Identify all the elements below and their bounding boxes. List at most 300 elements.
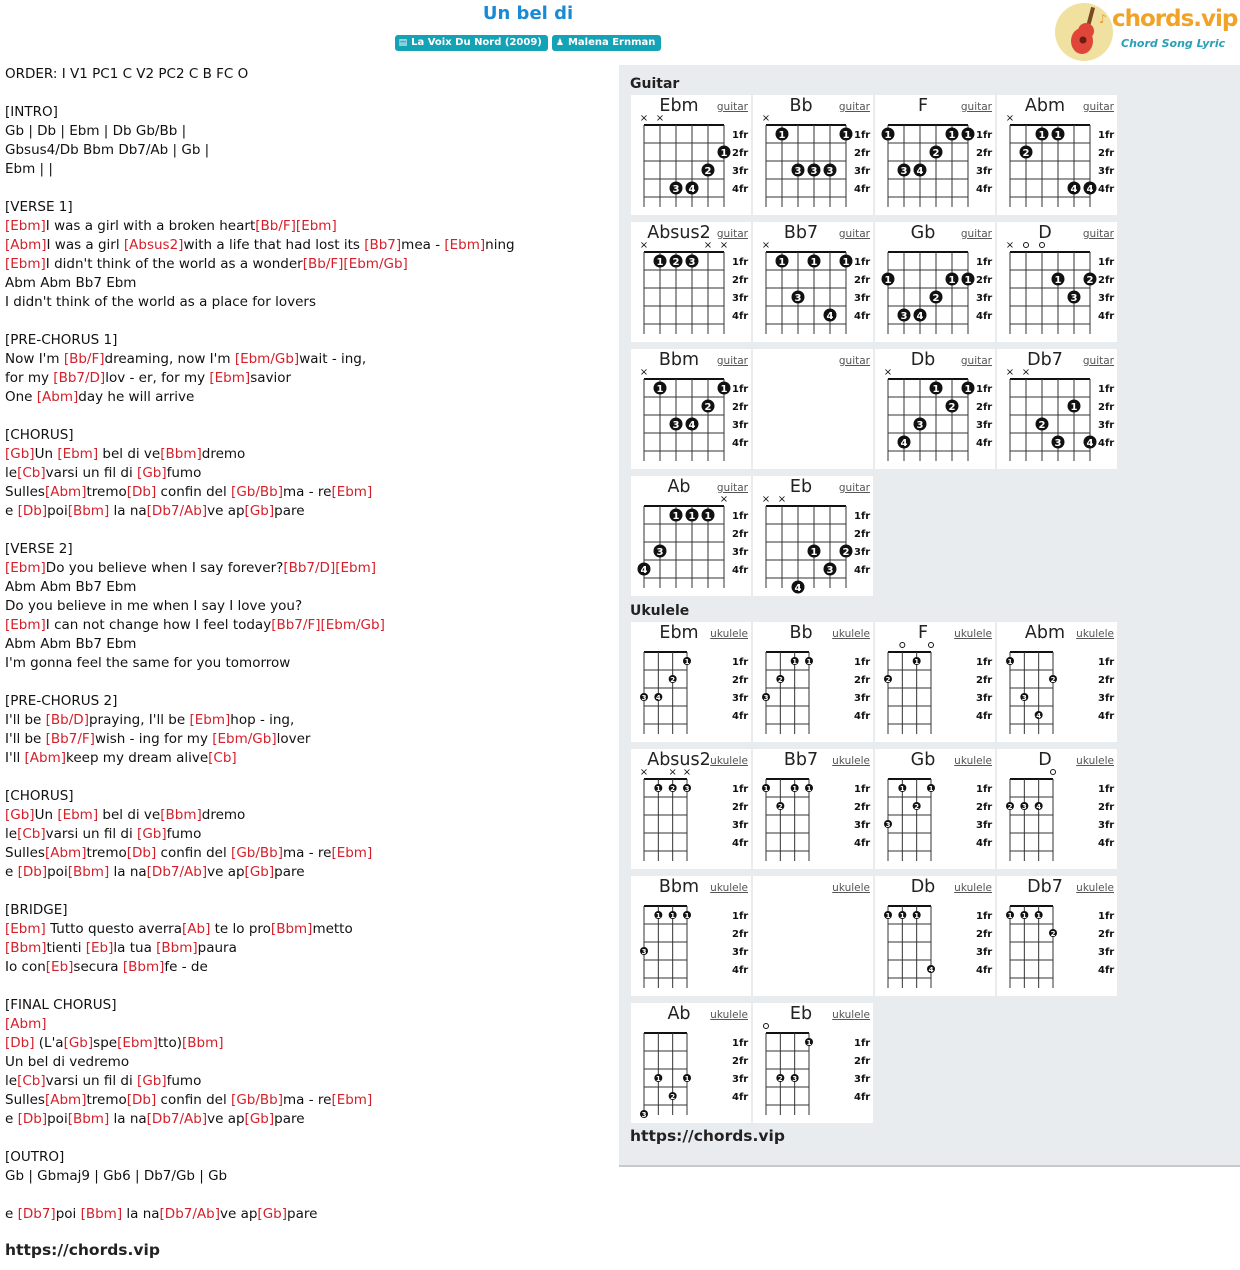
- instrument-link[interactable]: guitar: [838, 355, 870, 367]
- chord-link[interactable]: [Ebm]: [331, 484, 373, 500]
- fret-label: 3fr: [976, 420, 993, 431]
- instrument-link[interactable]: guitar: [716, 228, 748, 240]
- finger-dot: [640, 947, 648, 956]
- chord-link[interactable]: [Gb/Bb]: [231, 484, 283, 500]
- instrument-link[interactable]: ukulele: [1076, 755, 1114, 767]
- chord-diagram: [631, 476, 751, 596]
- chord-link[interactable]: [Bb7]: [364, 237, 402, 253]
- chord-link[interactable]: [Ebm]: [5, 218, 46, 234]
- chord-card[interactable]: [997, 876, 1117, 996]
- lyric-line: Gbsus4/Db Bbm Db7/Ab | Gb |: [5, 142, 210, 158]
- finger-dot: [1052, 436, 1065, 450]
- instrument-link[interactable]: guitar: [1082, 228, 1114, 240]
- svg-text:1: 1: [964, 384, 972, 395]
- finger-dot: [670, 255, 683, 269]
- finger-dot: [1020, 911, 1028, 920]
- chord-link[interactable]: [Bb/F]: [255, 218, 296, 234]
- svg-text:1: 1: [1054, 275, 1062, 286]
- chord-card[interactable]: [997, 749, 1117, 869]
- chord-link[interactable]: [Eb]: [45, 959, 74, 975]
- instrument-link[interactable]: guitar: [838, 228, 870, 240]
- finger-dot: [1035, 911, 1043, 920]
- chord-link[interactable]: [Bb7/D]: [53, 370, 106, 386]
- chord-link[interactable]: [Ebm]: [331, 845, 373, 861]
- instrument-link[interactable]: ukulele: [710, 882, 748, 894]
- chord-diagram: [631, 876, 751, 996]
- chord-link[interactable]: [Gb]: [244, 1111, 275, 1127]
- chord-diagram: [753, 95, 873, 215]
- fret-spacer: [888, 451, 968, 459]
- album-badge[interactable]: [395, 35, 548, 51]
- muted-string-mark: ×: [639, 767, 649, 778]
- svg-text:1: 1: [1007, 657, 1013, 666]
- fret-label: 2fr: [1098, 402, 1115, 413]
- finger-dot: [884, 911, 892, 920]
- nut-line: [766, 1032, 809, 1034]
- chord-link[interactable]: [Ebm]: [209, 370, 251, 386]
- chord-diagram: [875, 876, 995, 996]
- finger-dot: [914, 309, 927, 323]
- finger-dot: [670, 509, 683, 523]
- fret-label: 2fr: [976, 675, 993, 686]
- chord-link[interactable]: [Gb]: [137, 826, 167, 842]
- svg-text:3: 3: [900, 311, 908, 322]
- chord-link[interactable]: [Gb]: [244, 503, 275, 519]
- instrument-link[interactable]: guitar: [838, 482, 870, 494]
- svg-text:3: 3: [1021, 693, 1027, 702]
- chord-link[interactable]: [Bb7/F]: [45, 731, 95, 747]
- svg-text:3: 3: [641, 1110, 647, 1119]
- finger-dot: [898, 911, 906, 920]
- fret-label: 2fr: [1098, 675, 1115, 686]
- finger-dot: [702, 509, 715, 523]
- instrument-link[interactable]: guitar: [838, 101, 870, 113]
- chord-card[interactable]: [875, 222, 995, 342]
- fret-label: 2fr: [1098, 148, 1115, 159]
- chord-card[interactable]: [875, 622, 995, 742]
- instrument-link[interactable]: ukulele: [710, 755, 748, 767]
- svg-text:1: 1: [1054, 130, 1062, 141]
- chord-card[interactable]: [875, 349, 995, 469]
- chord-link[interactable]: [Gb/Bb]: [231, 1092, 283, 1108]
- svg-text:1: 1: [684, 1074, 690, 1083]
- chord-diagram: [997, 222, 1117, 342]
- finger-dot: [683, 1074, 691, 1083]
- chord-link[interactable]: [Gb]: [63, 1035, 94, 1051]
- finger-dot: [805, 1038, 813, 1047]
- svg-text:1: 1: [884, 275, 892, 286]
- svg-text:2: 2: [948, 402, 956, 413]
- chord-card[interactable]: [997, 222, 1117, 342]
- chord-link[interactable]: [Cb]: [17, 826, 46, 842]
- chord-link[interactable]: [Bb/F]: [63, 351, 105, 367]
- instrument-link[interactable]: ukulele: [954, 755, 992, 767]
- lyric-line: I didn't think of the world as a place for lovers: [5, 294, 317, 310]
- site-logo[interactable]: [1055, 3, 1238, 63]
- finger-dot: [840, 545, 853, 559]
- instrument-link[interactable]: guitar: [716, 355, 748, 367]
- instrument-link[interactable]: ukulele: [832, 755, 870, 767]
- instrument-link[interactable]: guitar: [716, 101, 748, 113]
- chord-link[interactable]: [Bbm]: [160, 446, 202, 462]
- instrument-link[interactable]: guitar: [960, 228, 992, 240]
- chord-name: Db7: [1027, 350, 1063, 370]
- chord-link[interactable]: [Ebm]: [57, 446, 99, 462]
- fret-label: 3fr: [732, 420, 749, 431]
- chord-diagram: [753, 476, 873, 596]
- svg-text:2: 2: [842, 547, 850, 558]
- chord-link[interactable]: [Gb]: [137, 465, 167, 481]
- svg-text:2: 2: [1050, 675, 1056, 684]
- chord-card[interactable]: [753, 222, 873, 342]
- instrument-link[interactable]: ukulele: [710, 628, 748, 640]
- chord-link[interactable]: [Bbm]: [122, 959, 165, 975]
- chord-link[interactable]: [Ebm]: [57, 807, 99, 823]
- svg-text:4: 4: [916, 166, 924, 177]
- nut-line: [888, 778, 931, 780]
- chord-card[interactable]: [753, 95, 873, 215]
- chord-link[interactable]: [Db7/Ab]: [159, 1206, 220, 1222]
- finger-dot: [762, 784, 770, 793]
- finger-dot: [792, 291, 805, 305]
- svg-text:1: 1: [656, 384, 664, 395]
- chord-card[interactable]: [631, 95, 751, 215]
- muted-string-mark: ×: [883, 367, 893, 378]
- finger-dot: [930, 382, 943, 396]
- fret-spacer: [888, 851, 931, 859]
- instrument-link[interactable]: ukulele: [954, 882, 992, 894]
- chord-link[interactable]: [Bbm]: [80, 1206, 123, 1222]
- chord-card[interactable]: [631, 622, 751, 742]
- chord-link[interactable]: [Db7]: [17, 1206, 56, 1222]
- chord-name: Bb7: [783, 223, 819, 243]
- fret-spacer: [888, 324, 968, 332]
- chord-link[interactable]: [Bb7/D]: [283, 560, 336, 576]
- fret-spacer: [766, 578, 846, 586]
- svg-text:1: 1: [778, 257, 786, 268]
- svg-text:1: 1: [884, 130, 892, 141]
- chord-card[interactable]: [997, 622, 1117, 742]
- muted-string-mark: ×: [761, 113, 771, 124]
- nut-line: [644, 124, 724, 126]
- lyric-line: [5, 768, 610, 787]
- chord-link[interactable]: [Abm]: [44, 484, 87, 500]
- finger-dot: [884, 820, 892, 829]
- chord-link[interactable]: [Gb]: [5, 446, 35, 462]
- chord-link[interactable]: [Db]: [17, 864, 48, 880]
- lyric-line: Do you believe in me when I say I love you?: [5, 598, 303, 614]
- fret-label: 3fr: [854, 293, 871, 304]
- nut-line: [888, 124, 968, 126]
- instrument-link[interactable]: guitar: [1082, 355, 1114, 367]
- lyric-line: le[Cb]varsi un fil di [Gb]fumo: [5, 465, 202, 481]
- chord-card[interactable]: [631, 1003, 751, 1123]
- fret-label: 1fr: [854, 257, 871, 268]
- chord-diagram: [631, 622, 751, 742]
- chord-card[interactable]: [631, 749, 751, 869]
- chord-card[interactable]: [631, 222, 751, 342]
- chord-link[interactable]: [Bb7/F]: [271, 617, 321, 633]
- svg-text:3: 3: [1054, 438, 1062, 449]
- chord-card[interactable]: [997, 95, 1117, 215]
- chord-link[interactable]: [Ebm]: [5, 560, 46, 576]
- chord-link[interactable]: [Bbm]: [67, 864, 110, 880]
- chord-link[interactable]: [Ebm/Gb]: [320, 617, 385, 633]
- finger-dot: [776, 675, 784, 684]
- fret-label: 4fr: [976, 711, 993, 722]
- chord-link[interactable]: [Db]: [126, 845, 157, 861]
- instrument-link[interactable]: ukulele: [1076, 628, 1114, 640]
- chord-link[interactable]: [Ebm]: [331, 1092, 373, 1108]
- finger-dot: [702, 400, 715, 414]
- svg-text:1: 1: [792, 784, 798, 793]
- svg-text:1: 1: [928, 784, 934, 793]
- fret-spacer: [1010, 197, 1090, 205]
- chord-link[interactable]: [Eb]: [85, 940, 114, 956]
- chord-link[interactable]: [Db7/Ab]: [146, 1111, 208, 1127]
- muted-string-mark: ×: [761, 240, 771, 251]
- chord-link[interactable]: [Ebm]: [117, 1035, 158, 1051]
- instrument-link[interactable]: guitar: [716, 482, 748, 494]
- fret-label: 4fr: [732, 565, 749, 576]
- lyric-line: [5, 1186, 610, 1205]
- chord-link[interactable]: [Ebm/Gb]: [343, 256, 408, 272]
- finger-dot: [1035, 711, 1043, 720]
- fret-spacer: [1010, 978, 1053, 986]
- instrument-link[interactable]: ukulele: [832, 1009, 870, 1021]
- chord-name: Ab: [667, 1004, 691, 1024]
- chord-link[interactable]: [Ebm]: [5, 921, 46, 937]
- fret-label: 2fr: [732, 802, 749, 813]
- svg-text:1: 1: [964, 130, 972, 141]
- svg-text:1: 1: [1036, 911, 1042, 920]
- chord-link[interactable]: [Abm]: [24, 750, 66, 766]
- chord-link[interactable]: [Bb/F]: [302, 256, 344, 272]
- finger-dot: [1052, 273, 1065, 287]
- finger-dot: [1020, 802, 1028, 811]
- svg-text:1: 1: [885, 911, 891, 920]
- chord-card[interactable]: [631, 349, 751, 469]
- fret-label: 2fr: [854, 275, 871, 286]
- chord-link[interactable]: [Cb]: [208, 750, 237, 766]
- chord-link[interactable]: [Bbm]: [67, 1111, 110, 1127]
- finger-dot: [686, 418, 699, 432]
- chord-link[interactable]: [Abm]: [36, 389, 79, 405]
- nut-line: [644, 905, 687, 907]
- chord-diagram: [875, 349, 995, 469]
- instrument-link[interactable]: ukulele: [954, 628, 992, 640]
- chord-card[interactable]: [631, 476, 751, 596]
- muted-string-mark: ×: [639, 113, 649, 124]
- chord-link[interactable]: [Ebm]: [444, 237, 486, 253]
- chord-link[interactable]: [Db]: [5, 1035, 35, 1051]
- fret-spacer: [766, 851, 809, 859]
- lyric-line: for my [Bb7/D]lov - er, for my [Ebm]savior: [5, 370, 292, 386]
- finger-dot: [898, 784, 906, 793]
- site-url-footer[interactable]: https://chords.vip: [5, 1241, 160, 1259]
- finger-dot: [1052, 128, 1065, 142]
- chord-card[interactable]: [753, 349, 873, 469]
- svg-text:1: 1: [688, 511, 696, 522]
- fret-label: 2fr: [732, 929, 749, 940]
- chord-link[interactable]: [Bbm]: [67, 503, 110, 519]
- fret-label: 2fr: [732, 148, 749, 159]
- svg-text:4: 4: [688, 420, 696, 431]
- chord-link[interactable]: [Abm]: [5, 1016, 47, 1032]
- lyric-line: I'll be [Bb7/F]wish - ing for my [Ebm/Gb]lover: [5, 731, 311, 747]
- chord-link[interactable]: [Db]: [126, 1092, 157, 1108]
- fret-label: 2fr: [1098, 275, 1115, 286]
- finger-dot: [776, 802, 784, 811]
- fret-label: 3fr: [854, 1074, 871, 1085]
- chord-link[interactable]: [Absus2]: [123, 237, 184, 253]
- svg-text:2: 2: [914, 802, 920, 811]
- svg-text:3: 3: [763, 693, 769, 702]
- chord-link[interactable]: [Bbm]: [182, 1035, 224, 1051]
- chord-card[interactable]: [753, 622, 873, 742]
- chord-link[interactable]: [Gb]: [244, 864, 275, 880]
- svg-text:3: 3: [794, 166, 802, 177]
- muted-string-mark: ×: [703, 240, 713, 251]
- fret-label: 4fr: [732, 1092, 749, 1103]
- instrument-link[interactable]: ukulele: [832, 882, 870, 894]
- chord-card[interactable]: [631, 876, 751, 996]
- chord-link[interactable]: [Bbm]: [160, 807, 202, 823]
- chord-link[interactable]: [Gb/Bb]: [231, 845, 283, 861]
- chord-link[interactable]: [Cb]: [17, 465, 46, 481]
- section-heading: [CHORUS]: [5, 788, 74, 804]
- fret-spacer: [1010, 324, 1090, 332]
- svg-text:3: 3: [794, 293, 802, 304]
- chord-name: Bbm: [658, 350, 700, 370]
- chord-link[interactable]: [Ab]: [182, 921, 211, 937]
- chord-link[interactable]: [Db]: [126, 484, 157, 500]
- chord-link[interactable]: [Gb]: [137, 1073, 167, 1089]
- svg-text:1: 1: [684, 657, 690, 666]
- fret-label: 1fr: [854, 657, 871, 668]
- nut-line: [644, 651, 687, 653]
- chord-link[interactable]: [Bbm]: [5, 940, 47, 956]
- fret-label: 1fr: [976, 130, 993, 141]
- chord-link[interactable]: [Ebm/Gb]: [234, 351, 300, 367]
- svg-text:4: 4: [928, 965, 934, 974]
- lyric-line: Sulles[Abm]tremo[Db] confin del [Gb/Bb]ma - re[Ebm]: [5, 1092, 373, 1108]
- chord-name: Db: [910, 350, 936, 370]
- lyric-line: le[Cb]varsi un fil di [Gb]fumo: [5, 1073, 202, 1089]
- artist-badge[interactable]: [552, 35, 662, 51]
- svg-text:2: 2: [885, 675, 891, 684]
- instrument-link[interactable]: ukulele: [832, 628, 870, 640]
- chord-link[interactable]: [Gb]: [257, 1206, 287, 1222]
- section-heading: [CHORUS]: [5, 427, 74, 443]
- finger-dot: [927, 965, 935, 974]
- finger-dot: [791, 1074, 799, 1083]
- chord-link[interactable]: [Ebm]: [5, 617, 46, 633]
- chord-link[interactable]: [Abm]: [5, 237, 47, 253]
- fret-label: 1fr: [854, 511, 871, 522]
- svg-text:1: 1: [842, 257, 850, 268]
- finger-dot: [654, 1074, 662, 1083]
- chord-card[interactable]: [753, 476, 873, 596]
- chord-card[interactable]: [875, 95, 995, 215]
- chord-link[interactable]: [Bbm]: [156, 940, 198, 956]
- chord-diagram: [997, 876, 1117, 996]
- chord-link[interactable]: [Abm]: [44, 845, 87, 861]
- svg-text:3: 3: [900, 166, 908, 177]
- fret-spacer: [644, 197, 724, 205]
- chord-link[interactable]: [Cb]: [17, 1073, 46, 1089]
- lyric-line: Un bel di vedremo: [5, 1054, 130, 1070]
- chord-link[interactable]: [Ebm]: [335, 560, 377, 576]
- lyric-line: [5, 179, 610, 198]
- lyric-line: ORDER: I V1 PC1 C V2 PC2 C B FC O: [5, 66, 249, 82]
- site-url-panel[interactable]: https://chords.vip: [630, 1127, 785, 1145]
- muted-string-mark: ×: [668, 767, 677, 778]
- instrument-link[interactable]: ukulele: [1076, 882, 1114, 894]
- fret-label: 2fr: [976, 929, 993, 940]
- fret-label: 1fr: [1098, 130, 1115, 141]
- fret-label: 4fr: [1098, 311, 1115, 322]
- person-icon: ♟: [555, 38, 564, 48]
- fret-spacer: [1010, 851, 1053, 859]
- fret-label: 3fr: [854, 693, 871, 704]
- chord-link[interactable]: [Db7/Ab]: [146, 503, 208, 519]
- svg-text:1: 1: [684, 911, 690, 920]
- svg-text:2: 2: [932, 148, 940, 159]
- finger-dot: [686, 509, 699, 523]
- fret-label: 3fr: [1098, 820, 1115, 831]
- chord-card[interactable]: [875, 876, 995, 996]
- fret-label: 1fr: [854, 1038, 871, 1049]
- lyrics-sheet: [5, 65, 610, 1224]
- chord-link[interactable]: [Ebm]: [295, 218, 337, 234]
- chord-name: F: [917, 96, 929, 116]
- chord-link[interactable]: [Db7/Ab]: [146, 864, 208, 880]
- chord-link[interactable]: [Abm]: [44, 1092, 87, 1108]
- fret-label: 4fr: [1098, 965, 1115, 976]
- chord-card[interactable]: [997, 349, 1117, 469]
- chord-link[interactable]: [Gb]: [5, 807, 35, 823]
- instrument-link[interactable]: guitar: [960, 355, 992, 367]
- open-string-mark: [929, 643, 934, 648]
- chord-card[interactable]: [753, 1003, 873, 1123]
- svg-text:1: 1: [810, 547, 818, 558]
- lyric-line: One [Abm]day he will arrive: [5, 389, 195, 405]
- chord-card[interactable]: [875, 749, 995, 869]
- chord-card[interactable]: [753, 876, 873, 996]
- chord-link[interactable]: [Db]: [17, 1111, 48, 1127]
- chord-link[interactable]: [Ebm/Gb]: [212, 731, 277, 747]
- finger-dot: [791, 784, 799, 793]
- fret-label: 3fr: [732, 547, 749, 558]
- section-heading: [OUTRO]: [5, 1149, 65, 1165]
- finger-dot: [1068, 291, 1081, 305]
- section-heading: [PRE-CHORUS 2]: [5, 693, 118, 709]
- chord-link[interactable]: [Ebm]: [5, 256, 46, 272]
- svg-text:3: 3: [826, 565, 834, 576]
- instrument-link[interactable]: guitar: [960, 101, 992, 113]
- instrument-link[interactable]: ukulele: [710, 1009, 748, 1021]
- fret-label: 4fr: [976, 438, 993, 449]
- chord-link[interactable]: [Db]: [17, 503, 48, 519]
- instrument-link[interactable]: guitar: [1082, 101, 1114, 113]
- chord-link[interactable]: [Bbm]: [270, 921, 313, 937]
- chord-link[interactable]: [Ebm]: [189, 712, 231, 728]
- finger-dot: [718, 146, 731, 160]
- chord-link[interactable]: [Bb/D]: [45, 712, 89, 728]
- chord-card[interactable]: [753, 749, 873, 869]
- lyric-line: [Bbm]tienti [Eb]la tua [Bbm]paura: [5, 940, 237, 956]
